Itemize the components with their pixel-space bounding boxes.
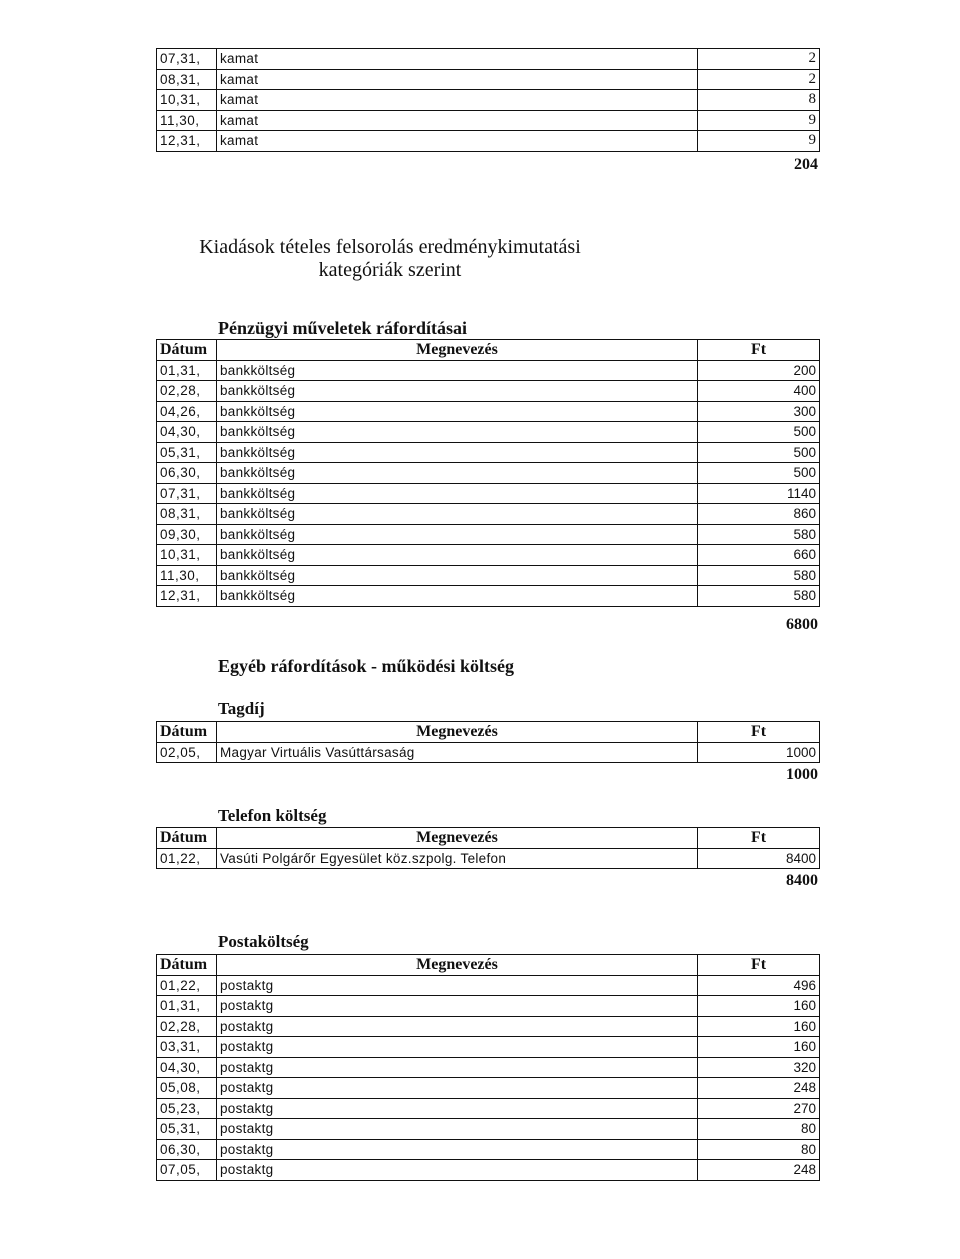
- name-cell: bankköltség: [217, 565, 698, 586]
- table-row: [157, 975, 820, 996]
- table-row: [157, 401, 820, 422]
- name-cell: bankköltség: [217, 504, 698, 525]
- date-cell: 07,05,: [157, 1160, 217, 1181]
- amount-cell: 580: [698, 565, 820, 586]
- table-row: [157, 442, 820, 463]
- amount-cell: 270: [698, 1098, 820, 1119]
- amount-cell: 8: [698, 90, 820, 111]
- table-row: [157, 504, 820, 525]
- table-row: [157, 848, 820, 869]
- name-cell: kamat: [217, 49, 698, 70]
- date-cell: 01,22,: [157, 975, 217, 996]
- amount-cell: 496: [698, 975, 820, 996]
- table-row: [157, 1160, 820, 1181]
- date-cell: 01,31,: [157, 996, 217, 1017]
- date-cell: 08,31,: [157, 504, 217, 525]
- column-header-name: Megnevezés: [217, 828, 698, 849]
- date-cell: 12,31,: [157, 586, 217, 607]
- name-cell: bankköltség: [217, 524, 698, 545]
- date-cell: 05,31,: [157, 1119, 217, 1140]
- tagdij-heading: Tagdíj: [218, 699, 265, 718]
- name-cell: postaktg: [217, 1139, 698, 1160]
- column-header-ft: Ft: [698, 828, 820, 849]
- amount-cell: 580: [698, 524, 820, 545]
- name-cell: bankköltség: [217, 401, 698, 422]
- name-cell: bankköltség: [217, 586, 698, 607]
- date-cell: 02,28,: [157, 381, 217, 402]
- date-cell: 05,31,: [157, 442, 217, 463]
- amount-cell: 9: [698, 110, 820, 131]
- penzugyi-total: 6800: [786, 616, 818, 633]
- column-header-date: Dátum: [157, 722, 217, 743]
- name-cell: kamat: [217, 69, 698, 90]
- amount-cell: 160: [698, 1016, 820, 1037]
- name-cell: kamat: [217, 90, 698, 111]
- table-row: [157, 996, 820, 1017]
- penzugyi-heading: Pénzügyi műveletek ráfordításai: [218, 318, 467, 338]
- egyeb-heading: Egyéb ráfordítások - működési költség: [218, 656, 515, 676]
- table-row: [157, 545, 820, 566]
- date-cell: 04,26,: [157, 401, 217, 422]
- amount-cell: 320: [698, 1057, 820, 1078]
- table-row: [157, 360, 820, 381]
- date-cell: 11,30,: [157, 110, 217, 131]
- page-title-line1: Kiadások tételes felsorolás eredménykimutatási: [199, 236, 581, 258]
- kamat-table: [156, 48, 820, 152]
- name-cell: bankköltség: [217, 422, 698, 443]
- table-row: [157, 742, 820, 763]
- table-row: [157, 422, 820, 443]
- name-cell: kamat: [217, 131, 698, 152]
- tagdij-table: [156, 721, 820, 763]
- column-header-date: Dátum: [157, 955, 217, 976]
- name-cell: Vasúti Polgárőr Egyesület köz.szpolg. Telefon: [217, 848, 698, 869]
- table-row: [157, 69, 820, 90]
- amount-cell: 2: [698, 69, 820, 90]
- amount-cell: 248: [698, 1078, 820, 1099]
- date-cell: 08,31,: [157, 69, 217, 90]
- name-cell: bankköltség: [217, 360, 698, 381]
- name-cell: postaktg: [217, 1037, 698, 1058]
- table-row: [157, 1119, 820, 1140]
- amount-cell: 1140: [698, 483, 820, 504]
- table-row: [157, 1037, 820, 1058]
- date-cell: 02,28,: [157, 1016, 217, 1037]
- date-cell: 07,31,: [157, 483, 217, 504]
- amount-cell: 9: [698, 131, 820, 152]
- date-cell: 04,30,: [157, 1057, 217, 1078]
- name-cell: postaktg: [217, 996, 698, 1017]
- amount-cell: 500: [698, 422, 820, 443]
- name-cell: postaktg: [217, 975, 698, 996]
- date-cell: 05,23,: [157, 1098, 217, 1119]
- table-row: [157, 1057, 820, 1078]
- tagdij-total: 1000: [786, 766, 818, 783]
- table-row: [157, 131, 820, 152]
- table-row: [157, 586, 820, 607]
- amount-cell: 2: [698, 49, 820, 70]
- column-header-name: Megnevezés: [217, 722, 698, 743]
- table-row: [157, 1139, 820, 1160]
- kamat-total: 204: [794, 156, 818, 173]
- column-header-name: Megnevezés: [217, 340, 698, 361]
- name-cell: postaktg: [217, 1160, 698, 1181]
- date-cell: 06,30,: [157, 1139, 217, 1160]
- telefon-heading: Telefon költség: [218, 806, 327, 825]
- table-row: [157, 381, 820, 402]
- amount-cell: 860: [698, 504, 820, 525]
- amount-cell: 248: [698, 1160, 820, 1181]
- name-cell: bankköltség: [217, 442, 698, 463]
- amount-cell: 160: [698, 996, 820, 1017]
- date-cell: 03,31,: [157, 1037, 217, 1058]
- name-cell: bankköltség: [217, 545, 698, 566]
- amount-cell: 400: [698, 381, 820, 402]
- name-cell: postaktg: [217, 1119, 698, 1140]
- table-row: [157, 565, 820, 586]
- date-cell: 01,22,: [157, 848, 217, 869]
- amount-cell: 80: [698, 1119, 820, 1140]
- amount-cell: 580: [698, 586, 820, 607]
- column-header-ft: Ft: [698, 340, 820, 361]
- amount-cell: 500: [698, 442, 820, 463]
- table-row: [157, 110, 820, 131]
- amount-cell: 200: [698, 360, 820, 381]
- table-row: [157, 1098, 820, 1119]
- table-row: [157, 463, 820, 484]
- posta-table: [156, 954, 820, 1181]
- name-cell: kamat: [217, 110, 698, 131]
- amount-cell: 80: [698, 1139, 820, 1160]
- name-cell: Magyar Virtuális Vasúttársaság: [217, 742, 698, 763]
- table-row: [157, 90, 820, 111]
- table-row: [157, 524, 820, 545]
- amount-cell: 500: [698, 463, 820, 484]
- date-cell: 12,31,: [157, 131, 217, 152]
- name-cell: postaktg: [217, 1098, 698, 1119]
- name-cell: bankköltség: [217, 483, 698, 504]
- name-cell: postaktg: [217, 1078, 698, 1099]
- date-cell: 11,30,: [157, 565, 217, 586]
- amount-cell: 1000: [698, 742, 820, 763]
- column-header-ft: Ft: [698, 722, 820, 743]
- table-row: [157, 1078, 820, 1099]
- date-cell: 02,05,: [157, 742, 217, 763]
- column-header-name: Megnevezés: [217, 955, 698, 976]
- amount-cell: 160: [698, 1037, 820, 1058]
- amount-cell: 300: [698, 401, 820, 422]
- date-cell: 07,31,: [157, 49, 217, 70]
- table-row: [157, 49, 820, 70]
- telefon-total: 8400: [786, 872, 818, 889]
- column-header-ft: Ft: [698, 955, 820, 976]
- name-cell: postaktg: [217, 1016, 698, 1037]
- penzugyi-table: [156, 339, 820, 607]
- page-title-line2: kategóriák szerint: [318, 259, 462, 281]
- table-row: [157, 1016, 820, 1037]
- date-cell: 01,31,: [157, 360, 217, 381]
- date-cell: 05,08,: [157, 1078, 217, 1099]
- name-cell: postaktg: [217, 1057, 698, 1078]
- name-cell: bankköltség: [217, 381, 698, 402]
- date-cell: 04,30,: [157, 422, 217, 443]
- amount-cell: 8400: [698, 848, 820, 869]
- date-cell: 10,31,: [157, 90, 217, 111]
- table-row: [157, 483, 820, 504]
- telefon-table: [156, 827, 820, 869]
- posta-heading: Postaköltség: [218, 932, 309, 951]
- column-header-date: Dátum: [157, 340, 217, 361]
- name-cell: bankköltség: [217, 463, 698, 484]
- amount-cell: 660: [698, 545, 820, 566]
- column-header-date: Dátum: [157, 828, 217, 849]
- date-cell: 06,30,: [157, 463, 217, 484]
- date-cell: 10,31,: [157, 545, 217, 566]
- date-cell: 09,30,: [157, 524, 217, 545]
